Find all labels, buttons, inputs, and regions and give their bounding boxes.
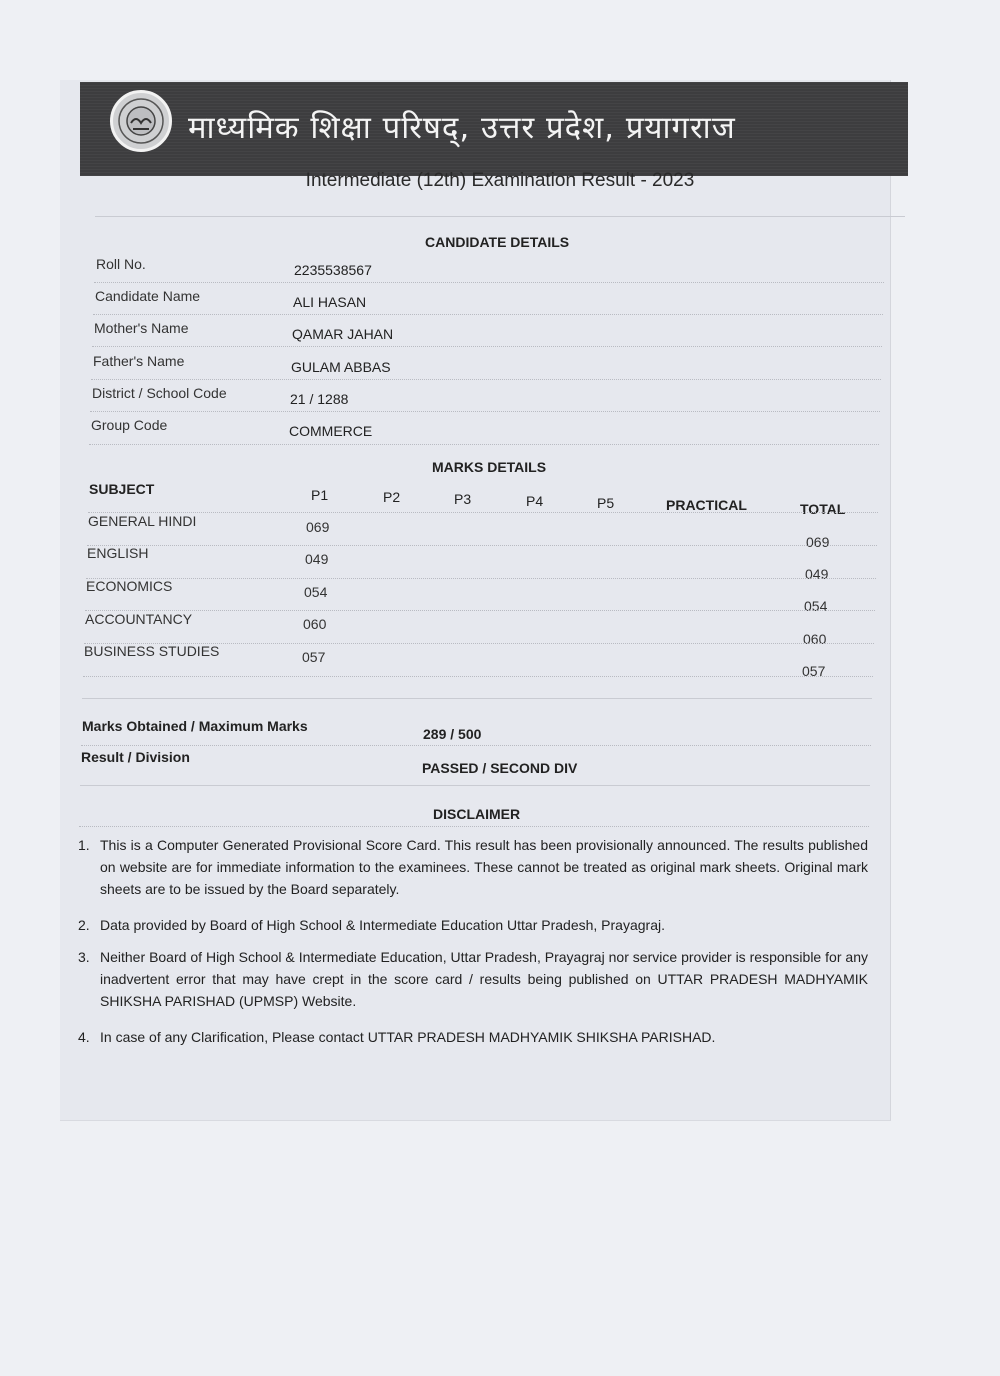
- col-total: TOTAL: [800, 501, 846, 517]
- disclaimer-text: Data provided by Board of High School & Intermediate Education Uttar Pradesh, Prayagraj.: [100, 917, 665, 933]
- marks-obtained-label: Marks Obtained / Maximum Marks: [82, 718, 308, 734]
- p1-economics: 054: [304, 584, 328, 600]
- result-division-value: PASSED / SECOND DIV: [422, 760, 578, 776]
- mother-name-value: QAMAR JAHAN: [292, 326, 394, 342]
- district-school-code-value: 21 / 1288: [290, 391, 349, 407]
- subject-business-studies: BUSINESS STUDIES: [84, 643, 220, 659]
- divider: [82, 698, 872, 699]
- total-economics: 054: [804, 598, 828, 614]
- col-p1: P1: [311, 487, 329, 503]
- total-business-studies: 057: [802, 663, 826, 679]
- candidate-name-value: ALI HASAN: [293, 294, 367, 310]
- col-practical: PRACTICAL: [666, 497, 747, 513]
- p1-english: 049: [305, 551, 329, 567]
- father-name-value: GULAM ABBAS: [291, 359, 391, 375]
- marks-obtained-value: 289 / 500: [423, 726, 482, 742]
- col-p4: P4: [526, 493, 544, 509]
- subject-english: ENGLISH: [87, 545, 149, 561]
- row-divider: [94, 282, 884, 283]
- disclaimer-num: 3.: [78, 949, 90, 965]
- row-divider: [93, 314, 883, 315]
- disclaimer-num: 4.: [78, 1029, 90, 1045]
- disclaimer-num: 2.: [78, 917, 90, 933]
- col-p5: P5: [597, 495, 615, 511]
- p1-general-hindi: 069: [306, 519, 330, 535]
- district-school-code-label: District / School Code: [92, 385, 227, 401]
- father-name-label: Father's Name: [93, 353, 185, 369]
- p1-accountancy: 060: [303, 616, 327, 632]
- upmsp-seal-icon: [110, 90, 172, 152]
- candidate-details-heading: CANDIDATE DETAILS: [425, 234, 570, 250]
- row-divider: [79, 826, 869, 827]
- disclaimer-text: Neither Board of High School & Intermediate Education, Uttar Pradesh, Prayagraj nor service provider is responsible for any inadvertent error that may have crept in the score card / results being published on UTTAR PRADESH MADHYAMIK SHIKSHA PARISHAD (UPMSP) Website.: [100, 949, 868, 1009]
- divider: [80, 785, 870, 786]
- board-name: माध्यमिक शिक्षा परिषद्, उत्तर प्रदेश, प्रयागराज: [188, 110, 736, 146]
- result-division-label: Result / Division: [81, 749, 190, 765]
- disclaimer-text: In case of any Clarification, Please contact UTTAR PRADESH MADHYAMIK SHIKSHA PARISHAD.: [100, 1029, 716, 1045]
- subject-accountancy: ACCOUNTANCY: [85, 611, 193, 627]
- disclaimer-text: This is a Computer Generated Provisional Score Card. This result has been provisionally announced. The results published on website are for immediate information to the examinees. These cannot be treated as original mark sheets. Original mark sheets are to be issued by the Board separately.: [100, 837, 868, 897]
- header-banner: [80, 82, 908, 176]
- row-divider: [87, 545, 877, 546]
- row-divider: [90, 411, 880, 412]
- disclaimer-num: 1.: [78, 837, 90, 853]
- col-p2: P2: [383, 489, 401, 505]
- p1-business-studies: 057: [302, 649, 326, 665]
- total-general-hindi: 069: [806, 534, 830, 550]
- mother-name-label: Mother's Name: [94, 320, 189, 336]
- row-divider: [81, 745, 871, 746]
- row-divider: [92, 346, 882, 347]
- roll-no-label: Roll No.: [96, 256, 146, 272]
- row-divider: [88, 512, 878, 513]
- subject-general-hindi: GENERAL HINDI: [88, 513, 197, 529]
- disclaimer-item: [78, 1026, 868, 1048]
- candidate-name-label: Candidate Name: [95, 288, 201, 304]
- row-divider: [86, 578, 876, 579]
- row-divider: [89, 444, 879, 445]
- total-english: 049: [805, 566, 829, 582]
- subject-economics: ECONOMICS: [86, 578, 173, 594]
- group-code-label: Group Code: [91, 417, 168, 433]
- disclaimer-heading: DISCLAIMER: [433, 806, 521, 822]
- disclaimer-item: [78, 834, 868, 900]
- disclaimer-item: [78, 946, 868, 1012]
- col-p3: P3: [454, 491, 472, 507]
- row-divider: [85, 610, 875, 611]
- exam-title: Intermediate (12th) Examination Result - 2023: [305, 170, 695, 191]
- disclaimer-item: [78, 914, 868, 936]
- marks-details-heading: MARKS DETAILS: [432, 459, 547, 475]
- group-code-value: COMMERCE: [289, 423, 373, 439]
- row-divider: [83, 676, 873, 677]
- divider: [95, 216, 905, 217]
- row-divider: [91, 379, 881, 380]
- roll-no-value: 2235538567: [294, 262, 372, 278]
- col-subject: SUBJECT: [89, 481, 155, 497]
- total-accountancy: 060: [803, 631, 827, 647]
